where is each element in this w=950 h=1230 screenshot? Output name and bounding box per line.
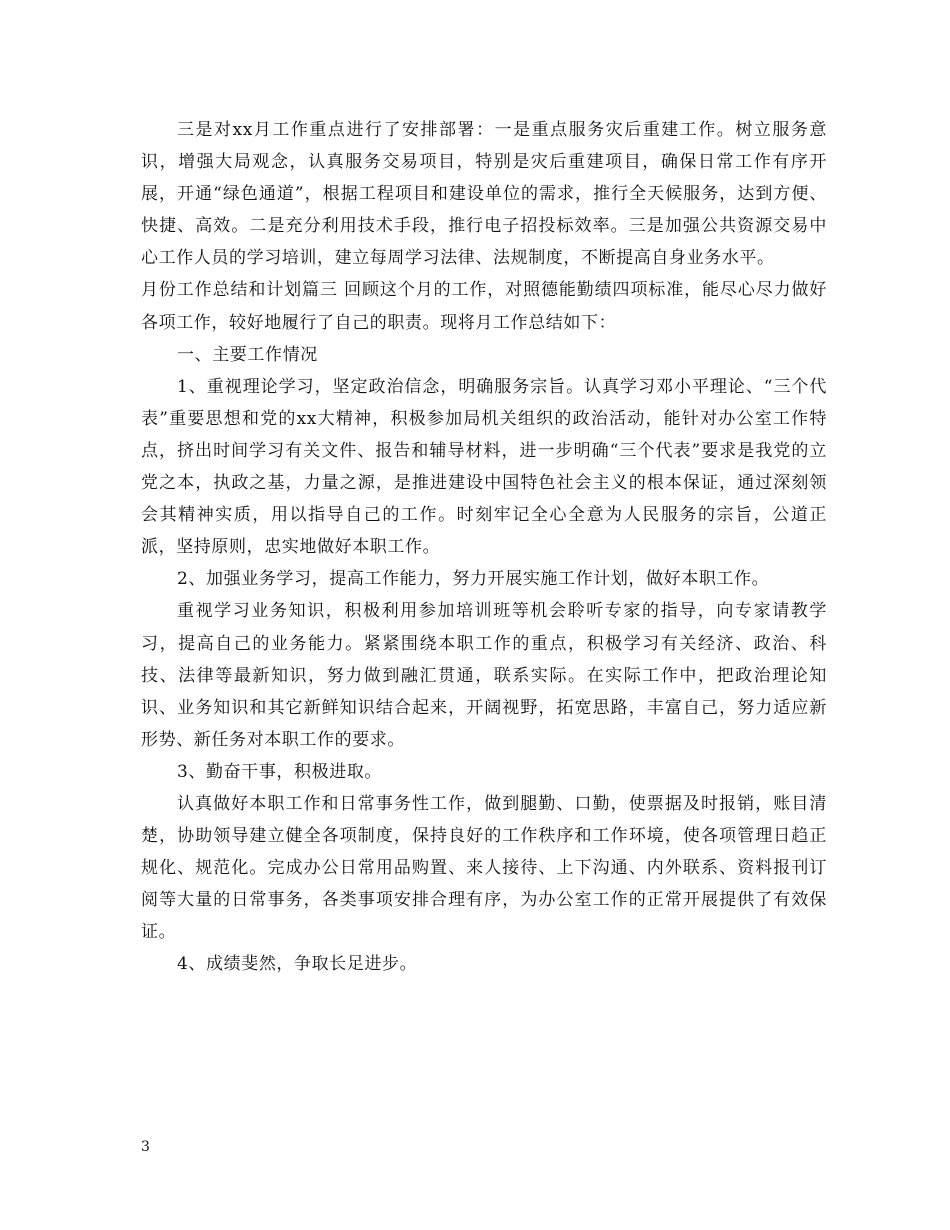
page-number: 3 — [141, 1139, 150, 1155]
paragraph-diligence-heading: 3、勤奋干事，积极进取。 — [177, 761, 383, 782]
heading-main-work: 一、主要工作情况 — [177, 344, 318, 365]
paragraph-business-study: 重视学习业务知识，积极利用参加培训班等机会聆听专家的指导，向专家请教学习，提高自己的业务能力。紧紧围绕本职工作的重点，积极学习有关经济、政治、科技、法律等最新知识，努力做到融汇贯通，联系实际。在实际工作中，把政治理论知识、业务知识和其它新鲜知识结合起来，开阔视野，拓宽思路，丰富自己，努力适应新形势、新任务对本职工作的要求。 — [141, 601, 827, 750]
paragraph-section-three: 月份工作总结和计划篇三 回顾这个月的工作，对照德能勤绩四项标准，能尽心尽力做好各项工作，较好地履行了自己的职责。现将月工作总结如下： — [141, 280, 827, 333]
document-body — [141, 114, 827, 981]
paragraph-achievement-heading: 4、成绩斐然，争取长足进步。 — [177, 954, 418, 975]
paragraph-daily-affairs: 认真做好本职工作和日常事务性工作，做到腿勤、口勤，使票据及时报销，账目清楚，协助领导建立健全各项制度，保持良好的工作秩序和工作环境，使各项管理日趋正规化、规范化。完成办公日常用品购置、来人接待、上下沟通、内外联系、资料报刊订阅等大量的日常事务，各类事项安排合理有序，为办公室工作的正常开展提供了有效保证。 — [141, 793, 827, 943]
paragraph-business-study-heading: 2、加强业务学习，提高工作能力，努力开展实施工作计划，做好本职工作。 — [177, 569, 770, 590]
paragraph-deployment: 三是对xx月工作重点进行了安排部署：一是重点服务灾后重建工作。树立服务意识，增强大局观念，认真服务交易项目，特别是灾后重建项目，确保日常工作有序开展，开通“绿色通道”，根据工程项目和建设单位的需求，推行全天候服务，达到方便、快捷、高效。二是充分利用技术手段，推行电子招投标效率。三是加强公共资源交易中心工作人员的学习培训，建立每周学习法律、法规制度，不断提高自身业务水平。 — [141, 120, 827, 269]
paragraph-theory-study: 1、重视理论学习，坚定政治信念，明确服务宗旨。认真学习邓小平理论、“三个代表”重要思想和党的xx大精神，积极参加局机关组织的政治活动，能针对办公室工作特点，挤出时间学习有关文件、报告和辅导材料，进一步明确“三个代表”要求是我党的立党之本，执政之基，力量之源，是推进建设中国特色社会主义的根本保证，通过深刻领会其精神实质，用以指导自己的工作。时刻牢记全心全意为人民服务的宗旨，公道正派，坚持原则，忠实地做好本职工作。 — [141, 376, 827, 558]
